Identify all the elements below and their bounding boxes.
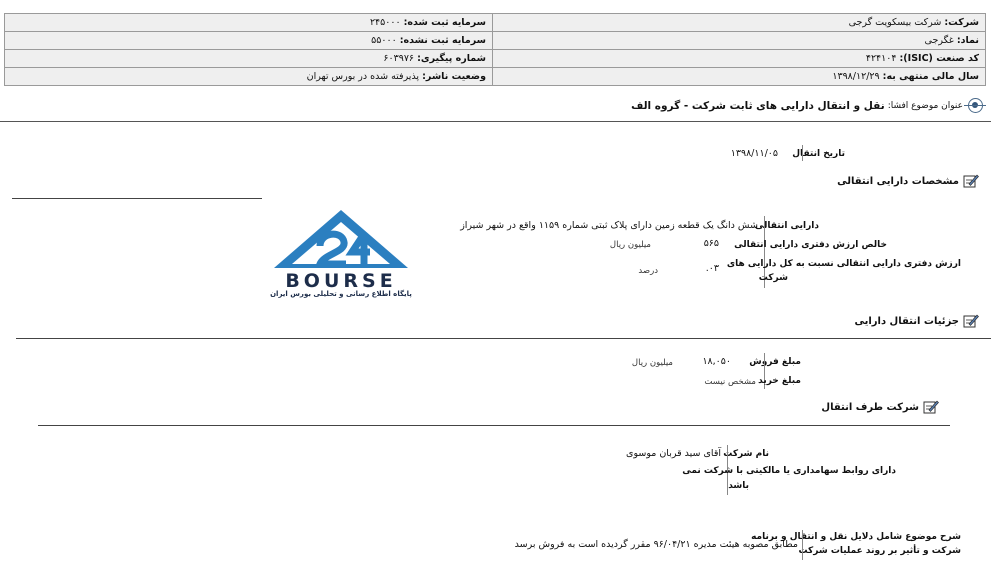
transfer-date-label: تاریخ انتقال [792, 149, 845, 159]
purchase-value: مشخص نیست [704, 377, 756, 387]
edit-note-icon [963, 174, 979, 188]
logo-wordmark: BOURSE [285, 270, 397, 292]
tracking-cell [5, 50, 493, 68]
description-value: مطابق مصوبه هیئت مدیره ۹۶/۰۴/۲۱ مقرر گردیده است به فروش برسد [514, 539, 798, 550]
purchase-label: مبلغ خرید [758, 376, 801, 386]
party-section-label: شرکت طرف انتقال [821, 401, 919, 413]
fiscal-cell [493, 68, 986, 86]
sale-value: ۱۸,۰۵۰ [702, 356, 731, 367]
header-row [5, 32, 986, 50]
asset-section-label: مشخصات دارایی انتقالی [837, 175, 959, 187]
field-divider [802, 145, 803, 161]
registered-capital-value: ۲۴۵۰۰۰ [369, 17, 401, 28]
details-section-rule [16, 338, 991, 339]
net-book-unit: میلیون ریال [609, 240, 651, 250]
fiscal-label: سال مالی منتهی به: [882, 71, 979, 82]
party-section-rule [38, 425, 950, 426]
publisher-status-label: وضعیت ناشر: [422, 71, 486, 82]
details-section-label: جزئیات انتقال دارایی [854, 315, 959, 327]
description-label-1: شرح موضوع شامل دلایل نقل و انتقال و برنامه [751, 532, 961, 542]
isic-value: ۴۲۴۱۰۴ [865, 53, 897, 64]
company-info-table [4, 13, 986, 86]
asset-value: شش دانگ یک قطعه زمین دارای پلاک ثبتی شماره ۱۱۵۹ واقع در شهر شیراز [460, 220, 758, 231]
net-book-label: خالص ارزش دفتری دارایی انتقالی [734, 240, 887, 250]
description-label-2: شرکت و تأثیر بر روند عملیات شرکت [798, 546, 961, 556]
company-value: شرکت بیسکویت گرجی [848, 17, 942, 28]
title-divider [0, 121, 991, 122]
party-name-value: آقای سید قربان موسوی [626, 448, 721, 459]
unregistered-capital-value: ۵۵۰۰۰ [371, 35, 397, 46]
company-label: شرکت: [944, 17, 979, 28]
tracking-label: شماره پیگیری: [417, 53, 486, 64]
ratio-value: ۰۳. [705, 263, 719, 274]
sale-unit: میلیون ریال [631, 358, 673, 368]
asset-section-title [837, 174, 979, 188]
symbol-label: نماد: [956, 35, 979, 46]
asset-section-rule [12, 198, 262, 199]
sale-label: مبلغ فروش [749, 357, 801, 367]
bourse-logo-mark [268, 208, 414, 270]
isic-cell [493, 50, 986, 68]
party-section-title [821, 400, 939, 414]
logo-subtitle: پایگاه اطلاع رسانی و تحلیلی بورس ایران [270, 290, 412, 298]
net-book-value: ۵۶۵ [703, 238, 719, 249]
asset-label: دارایی انتقالی [754, 221, 819, 231]
title-text: نقل و انتقال دارایی های ثابت شرکت - گروه الف [631, 99, 885, 112]
tracking-value: ۶۰۳۹۷۶ [383, 53, 415, 64]
publisher-status-cell [5, 68, 493, 86]
registered-capital-cell [5, 14, 493, 32]
edit-note-icon [963, 314, 979, 328]
fiscal-value: ۱۳۹۸/۱۲/۲۹ [832, 71, 880, 82]
target-icon [968, 98, 983, 113]
ratio-unit: درصد [638, 266, 658, 276]
symbol-value: غگرجی [924, 35, 954, 46]
symbol-cell [493, 32, 986, 50]
details-section-title [854, 314, 979, 328]
isic-label: کد صنعت (ISIC): [899, 53, 979, 64]
header-row [5, 14, 986, 32]
publisher-status-value: پذیرفته شده در بورس تهران [306, 71, 420, 82]
relation-label-2: باشد [728, 481, 749, 491]
registered-capital-label: سرمایه ثبت شده: [403, 17, 486, 28]
ratio-label-2: شرکت [758, 273, 788, 283]
company-cell [493, 14, 986, 32]
header-row [5, 68, 986, 86]
relation-label-1: دارای روابط سهامداری یا مالکیتی با شرکت نمی [682, 466, 896, 476]
edit-note-icon [923, 400, 939, 414]
transfer-date-value: ۱۳۹۸/۱۱/۰۵ [730, 148, 778, 159]
header-row [5, 50, 986, 68]
bourse-logo [268, 208, 414, 300]
title-prefix: عنوان موضوع افشا: [887, 100, 963, 111]
disclosure-title [631, 98, 983, 113]
unregistered-capital-cell [5, 32, 493, 50]
field-divider [802, 530, 803, 560]
party-name-label: نام شرکت [723, 449, 769, 459]
ratio-label-1: ارزش دفتری دارایی انتقالی نسبت به کل دارایی های [726, 259, 961, 269]
unregistered-capital-label: سرمایه ثبت نشده: [399, 35, 486, 46]
